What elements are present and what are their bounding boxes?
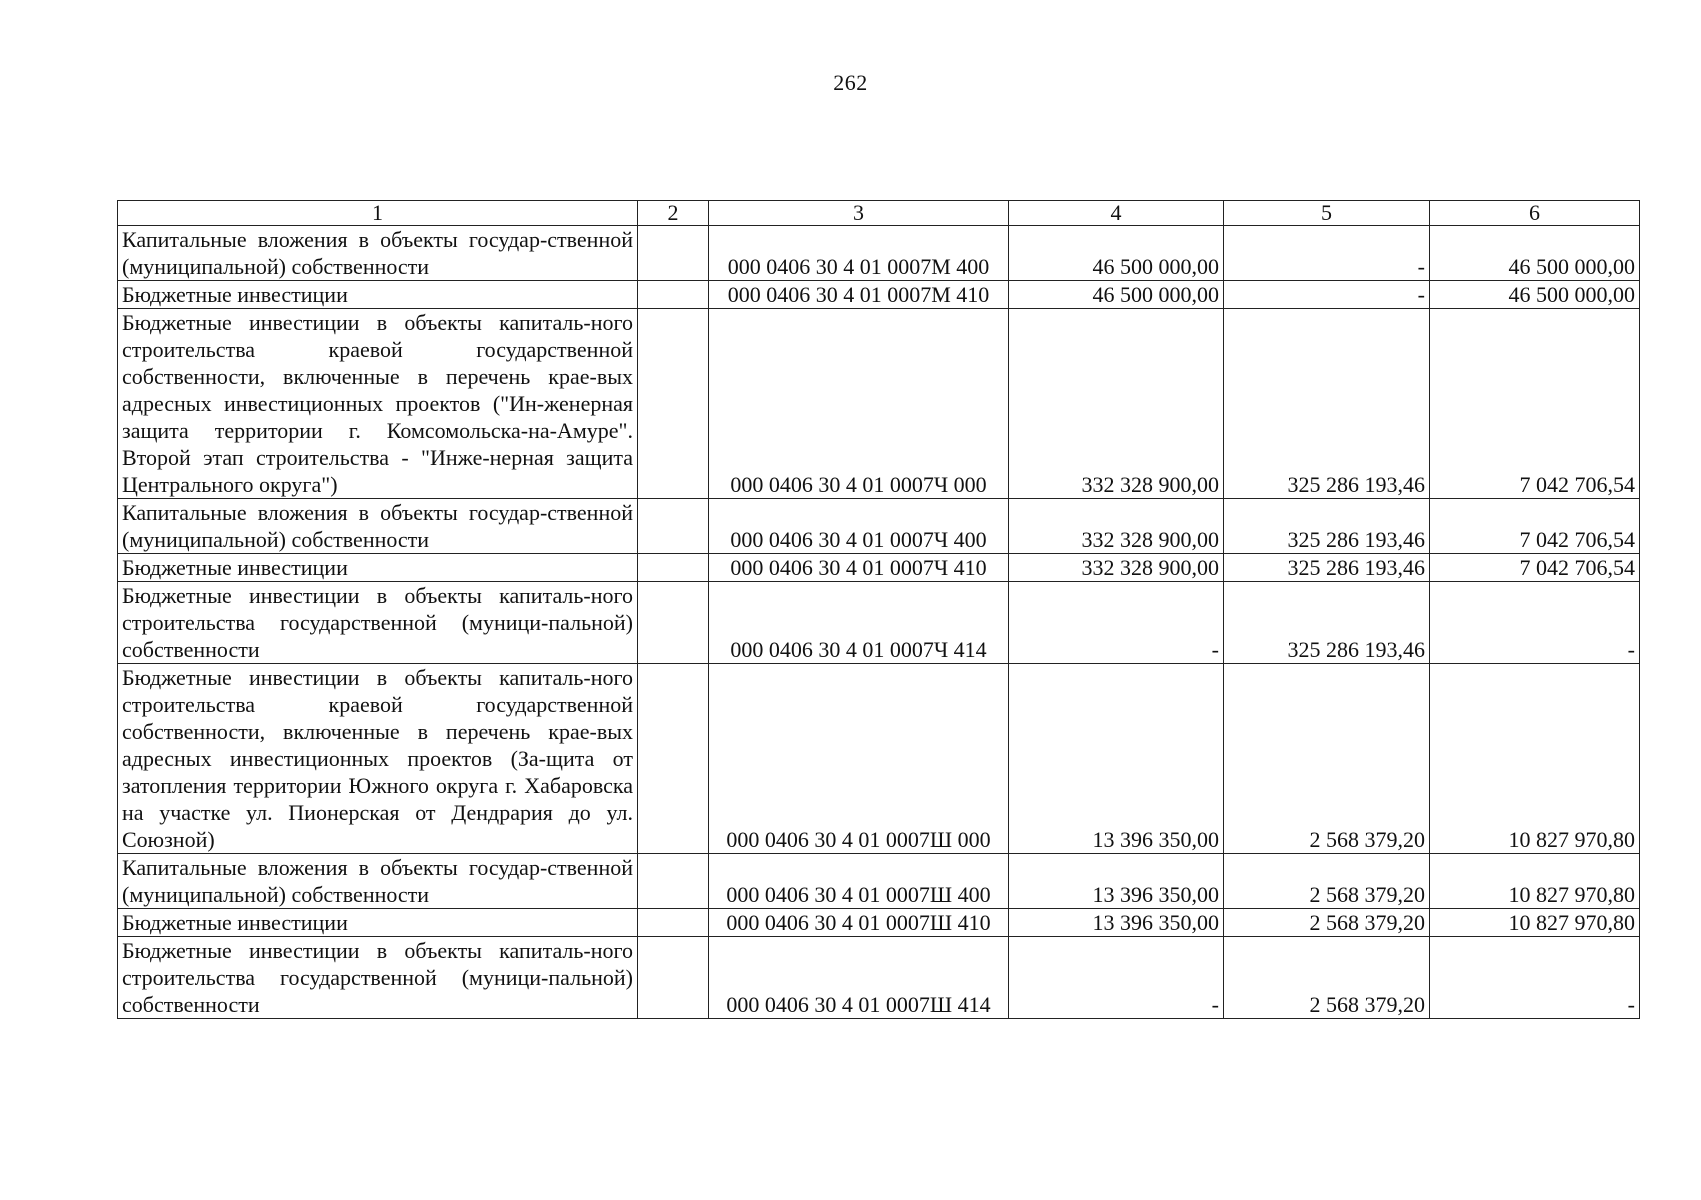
row-col4: 332 328 900,00	[1009, 499, 1224, 554]
row-col6: 7 042 706,54	[1430, 554, 1640, 582]
row-col5: -	[1224, 281, 1430, 309]
table-row	[118, 664, 1640, 854]
row-col2	[638, 309, 709, 499]
row-col2	[638, 937, 709, 1019]
table-row	[118, 281, 1640, 309]
row-name: Бюджетные инвестиции	[118, 281, 638, 309]
row-name: Бюджетные инвестиции в объекты капиталь-ного строительства краевой государственной собственности, включенные в перечень крае-вых адресных инвестиционных проектов (За-щита от затопления территории Южного округа г. Хабаровска на участке ул. Пионерская от Дендрария до ул. Союзной)	[118, 664, 638, 854]
header-cell-2: 2	[638, 201, 709, 226]
row-col4: 332 328 900,00	[1009, 554, 1224, 582]
row-col2	[638, 554, 709, 582]
table-row	[118, 499, 1640, 554]
row-name: Капитальные вложения в объекты государ-ственной (муниципальной) собственности	[118, 499, 638, 554]
row-col4: 46 500 000,00	[1009, 281, 1224, 309]
row-col2	[638, 499, 709, 554]
row-col5: 325 286 193,46	[1224, 554, 1430, 582]
budget-table	[117, 200, 1640, 1019]
row-code: 000 0406 30 4 01 0007М 400	[709, 226, 1009, 281]
row-code: 000 0406 30 4 01 0007М 410	[709, 281, 1009, 309]
row-col2	[638, 582, 709, 664]
row-col2	[638, 664, 709, 854]
row-col4: 13 396 350,00	[1009, 909, 1224, 937]
row-col2	[638, 281, 709, 309]
header-cell-1: 1	[118, 201, 638, 226]
row-col2	[638, 909, 709, 937]
row-col6: 7 042 706,54	[1430, 499, 1640, 554]
row-col2	[638, 226, 709, 281]
table-row	[118, 554, 1640, 582]
row-col6: 10 827 970,80	[1430, 909, 1640, 937]
row-code: 000 0406 30 4 01 0007Ч 414	[709, 582, 1009, 664]
row-col5: 2 568 379,20	[1224, 909, 1430, 937]
row-col5: 2 568 379,20	[1224, 664, 1430, 854]
row-col5: 2 568 379,20	[1224, 937, 1430, 1019]
row-name: Бюджетные инвестиции	[118, 554, 638, 582]
table-row	[118, 937, 1640, 1019]
row-col4: 13 396 350,00	[1009, 854, 1224, 909]
header-cell-5: 5	[1224, 201, 1430, 226]
row-col5: 325 286 193,46	[1224, 582, 1430, 664]
header-cell-6: 6	[1430, 201, 1640, 226]
row-col4: 13 396 350,00	[1009, 664, 1224, 854]
row-col6: 7 042 706,54	[1430, 309, 1640, 499]
row-col5: 2 568 379,20	[1224, 854, 1430, 909]
table-row	[118, 309, 1640, 499]
table-row	[118, 582, 1640, 664]
row-col6: 10 827 970,80	[1430, 664, 1640, 854]
row-name: Капитальные вложения в объекты государ-ственной (муниципальной) собственности	[118, 854, 638, 909]
table-row	[118, 909, 1640, 937]
row-code: 000 0406 30 4 01 0007Ч 000	[709, 309, 1009, 499]
header-cell-3: 3	[709, 201, 1009, 226]
table-row	[118, 854, 1640, 909]
table-row	[118, 226, 1640, 281]
row-col4: 46 500 000,00	[1009, 226, 1224, 281]
row-code: 000 0406 30 4 01 0007Ч 400	[709, 499, 1009, 554]
row-col4: 332 328 900,00	[1009, 309, 1224, 499]
row-col4: -	[1009, 937, 1224, 1019]
row-col2	[638, 854, 709, 909]
row-name: Бюджетные инвестиции в объекты капиталь-ного строительства государственной (муници-пальной) собственности	[118, 937, 638, 1019]
row-col6: -	[1430, 937, 1640, 1019]
row-col6: 46 500 000,00	[1430, 281, 1640, 309]
row-col5: 325 286 193,46	[1224, 309, 1430, 499]
row-code: 000 0406 30 4 01 0007Ш 000	[709, 664, 1009, 854]
row-code: 000 0406 30 4 01 0007Ш 400	[709, 854, 1009, 909]
row-col6: 46 500 000,00	[1430, 226, 1640, 281]
row-col6: -	[1430, 582, 1640, 664]
header-cell-4: 4	[1009, 201, 1224, 226]
row-col6: 10 827 970,80	[1430, 854, 1640, 909]
header-row	[118, 201, 1640, 226]
row-col5: 325 286 193,46	[1224, 499, 1430, 554]
row-code: 000 0406 30 4 01 0007Ш 414	[709, 937, 1009, 1019]
page-number: 262	[833, 70, 868, 95]
row-name: Бюджетные инвестиции	[118, 909, 638, 937]
row-code: 000 0406 30 4 01 0007Ч 410	[709, 554, 1009, 582]
row-name: Бюджетные инвестиции в объекты капиталь-ного строительства государственной (муници-пальной) собственности	[118, 582, 638, 664]
row-col4: -	[1009, 582, 1224, 664]
row-col5: -	[1224, 226, 1430, 281]
row-code: 000 0406 30 4 01 0007Ш 410	[709, 909, 1009, 937]
row-name: Бюджетные инвестиции в объекты капиталь-ного строительства краевой государственной собственности, включенные в перечень крае-вых адресных инвестиционных проектов ("Ин-женерная защита территории г. Комсомольска-на-Амуре". Второй этап строительства - "Инже-нерная защита Центрального округа")	[118, 309, 638, 499]
row-name: Капитальные вложения в объекты государ-ственной (муниципальной) собственности	[118, 226, 638, 281]
